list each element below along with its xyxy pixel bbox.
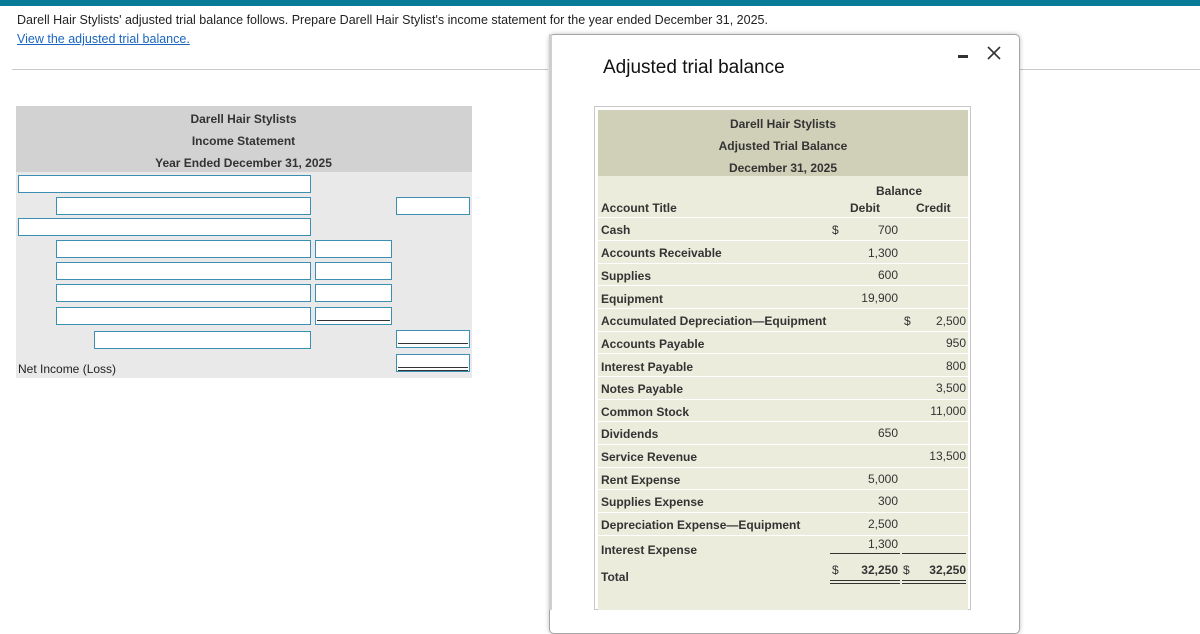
tb-debit-value: 650 (877, 426, 898, 440)
top-accent-bar (0, 0, 1200, 6)
row-divider (598, 421, 968, 422)
divider-left (12, 69, 548, 70)
is-account-input[interactable] (56, 307, 311, 325)
row-divider (598, 399, 968, 400)
subtotal-underline (317, 320, 390, 321)
debit-total-double-underline (830, 580, 900, 581)
tb-row-account: Accumulated Depreciation—Equipment (601, 314, 827, 328)
row-divider (598, 285, 968, 286)
net-income-label: Net Income (Loss) (18, 362, 117, 376)
is-amount-input[interactable] (396, 330, 470, 348)
col-credit: Credit (916, 201, 951, 215)
is-account-input[interactable] (56, 197, 311, 215)
row-divider (598, 331, 968, 332)
tb-company-name: Darell Hair Stylists (729, 117, 837, 131)
modal-title: Adjusted trial balance (603, 57, 785, 78)
is-period: Year Ended December 31, 2025 (155, 156, 332, 170)
net-income-double-underline (398, 367, 468, 368)
row-divider (598, 489, 968, 490)
minimize-button[interactable] (956, 47, 972, 63)
is-account-input[interactable] (56, 240, 311, 258)
debit-dollar-sign: $ (832, 223, 839, 237)
tb-row-account: Interest Expense (601, 543, 698, 557)
tb-debit-value: 2,500 (867, 517, 898, 531)
is-account-input[interactable] (56, 284, 311, 302)
tb-debit-value: 19,900 (861, 291, 898, 305)
tb-credit-value: 800 (945, 359, 966, 373)
col-account-title: Account Title (601, 201, 677, 215)
credit-dollar-sign: $ (904, 314, 911, 328)
close-button[interactable] (985, 44, 1003, 62)
credit-total-double-underline (902, 580, 966, 581)
tb-row-account: Supplies Expense (601, 495, 704, 509)
row-divider (598, 512, 968, 513)
tb-row-account: Interest Payable (601, 360, 694, 374)
is-amount-input[interactable] (315, 307, 392, 325)
debit-total-double-underline (830, 583, 900, 584)
is-amount-input[interactable] (315, 240, 392, 258)
tb-row-account: Cash (601, 223, 631, 237)
tb-debit-value: 1,300 (867, 537, 898, 551)
tb-credit-value: 11,000 (930, 404, 966, 418)
minimize-icon (958, 55, 968, 58)
divider-right (1020, 69, 1200, 70)
tb-credit-value: 3,500 (935, 381, 966, 395)
is-amount-input[interactable] (396, 197, 470, 215)
close-icon (985, 44, 1003, 62)
col-debit: Debit (850, 201, 880, 215)
tb-row-account: Rent Expense (601, 473, 681, 487)
tb-debit-value: 700 (877, 223, 898, 237)
row-divider (598, 353, 968, 354)
row-divider (598, 217, 968, 218)
balance-header: Balance (876, 184, 923, 198)
view-trial-balance-link[interactable]: View the adjusted trial balance. (17, 32, 190, 46)
credit-total-underline (902, 553, 966, 554)
tb-row-account: Accounts Payable (601, 337, 705, 351)
row-divider (598, 376, 968, 377)
credit-total-double-underline (902, 583, 966, 584)
tb-debit-value: 300 (877, 494, 898, 508)
is-amount-input[interactable] (315, 284, 392, 302)
tb-report-name: Adjusted Trial Balance (718, 139, 848, 153)
tb-total-debit: 32,250 (861, 563, 898, 577)
is-amount-input[interactable] (315, 262, 392, 280)
tb-credit-value: 950 (945, 336, 966, 350)
tb-row-account: Equipment (601, 292, 663, 306)
row-divider (598, 240, 968, 241)
net-income-double-underline (398, 370, 468, 371)
is-company-name: Darell Hair Stylists (190, 112, 297, 126)
row-divider (598, 535, 968, 536)
is-account-input[interactable] (18, 175, 311, 193)
is-account-input[interactable] (18, 218, 311, 236)
subtotal-underline (398, 343, 468, 344)
tb-row-account: Common Stock (601, 405, 690, 419)
tb-row-account: Accounts Receivable (601, 246, 722, 260)
tb-debit-value: 5,000 (867, 472, 898, 486)
is-account-input[interactable] (94, 331, 311, 349)
row-divider (598, 263, 968, 264)
is-statement-name: Income Statement (191, 134, 296, 148)
debit-total-underline (830, 553, 900, 554)
tb-debit-value: 1,300 (867, 246, 898, 260)
total-credit-dollar-sign: $ (903, 563, 910, 577)
total-debit-dollar-sign: $ (832, 563, 839, 577)
row-divider (598, 444, 968, 445)
modal-edge (549, 34, 552, 610)
tb-total-credit: 32,250 (929, 563, 966, 577)
income-statement-header (16, 106, 472, 172)
tb-total-label: Total (601, 570, 629, 584)
tb-row-account: Notes Payable (601, 382, 684, 396)
tb-date: December 31, 2025 (728, 161, 838, 175)
tb-credit-value: 2,500 (935, 314, 966, 328)
tb-credit-value: 13,500 (929, 449, 966, 463)
row-divider (598, 308, 968, 309)
tb-row-account: Dividends (601, 427, 659, 441)
tb-row-account: Depreciation Expense—Equipment (601, 518, 801, 532)
tb-debit-value: 600 (877, 268, 898, 282)
instruction-text: Darell Hair Stylists' adjusted trial balance follows. Prepare Darell Hair Stylist's income statement for the year ended December 31, 2025. (17, 13, 768, 27)
tb-row-account: Service Revenue (601, 450, 698, 464)
tb-row-account: Supplies (601, 269, 652, 283)
is-account-input[interactable] (56, 262, 311, 280)
row-divider (598, 467, 968, 468)
